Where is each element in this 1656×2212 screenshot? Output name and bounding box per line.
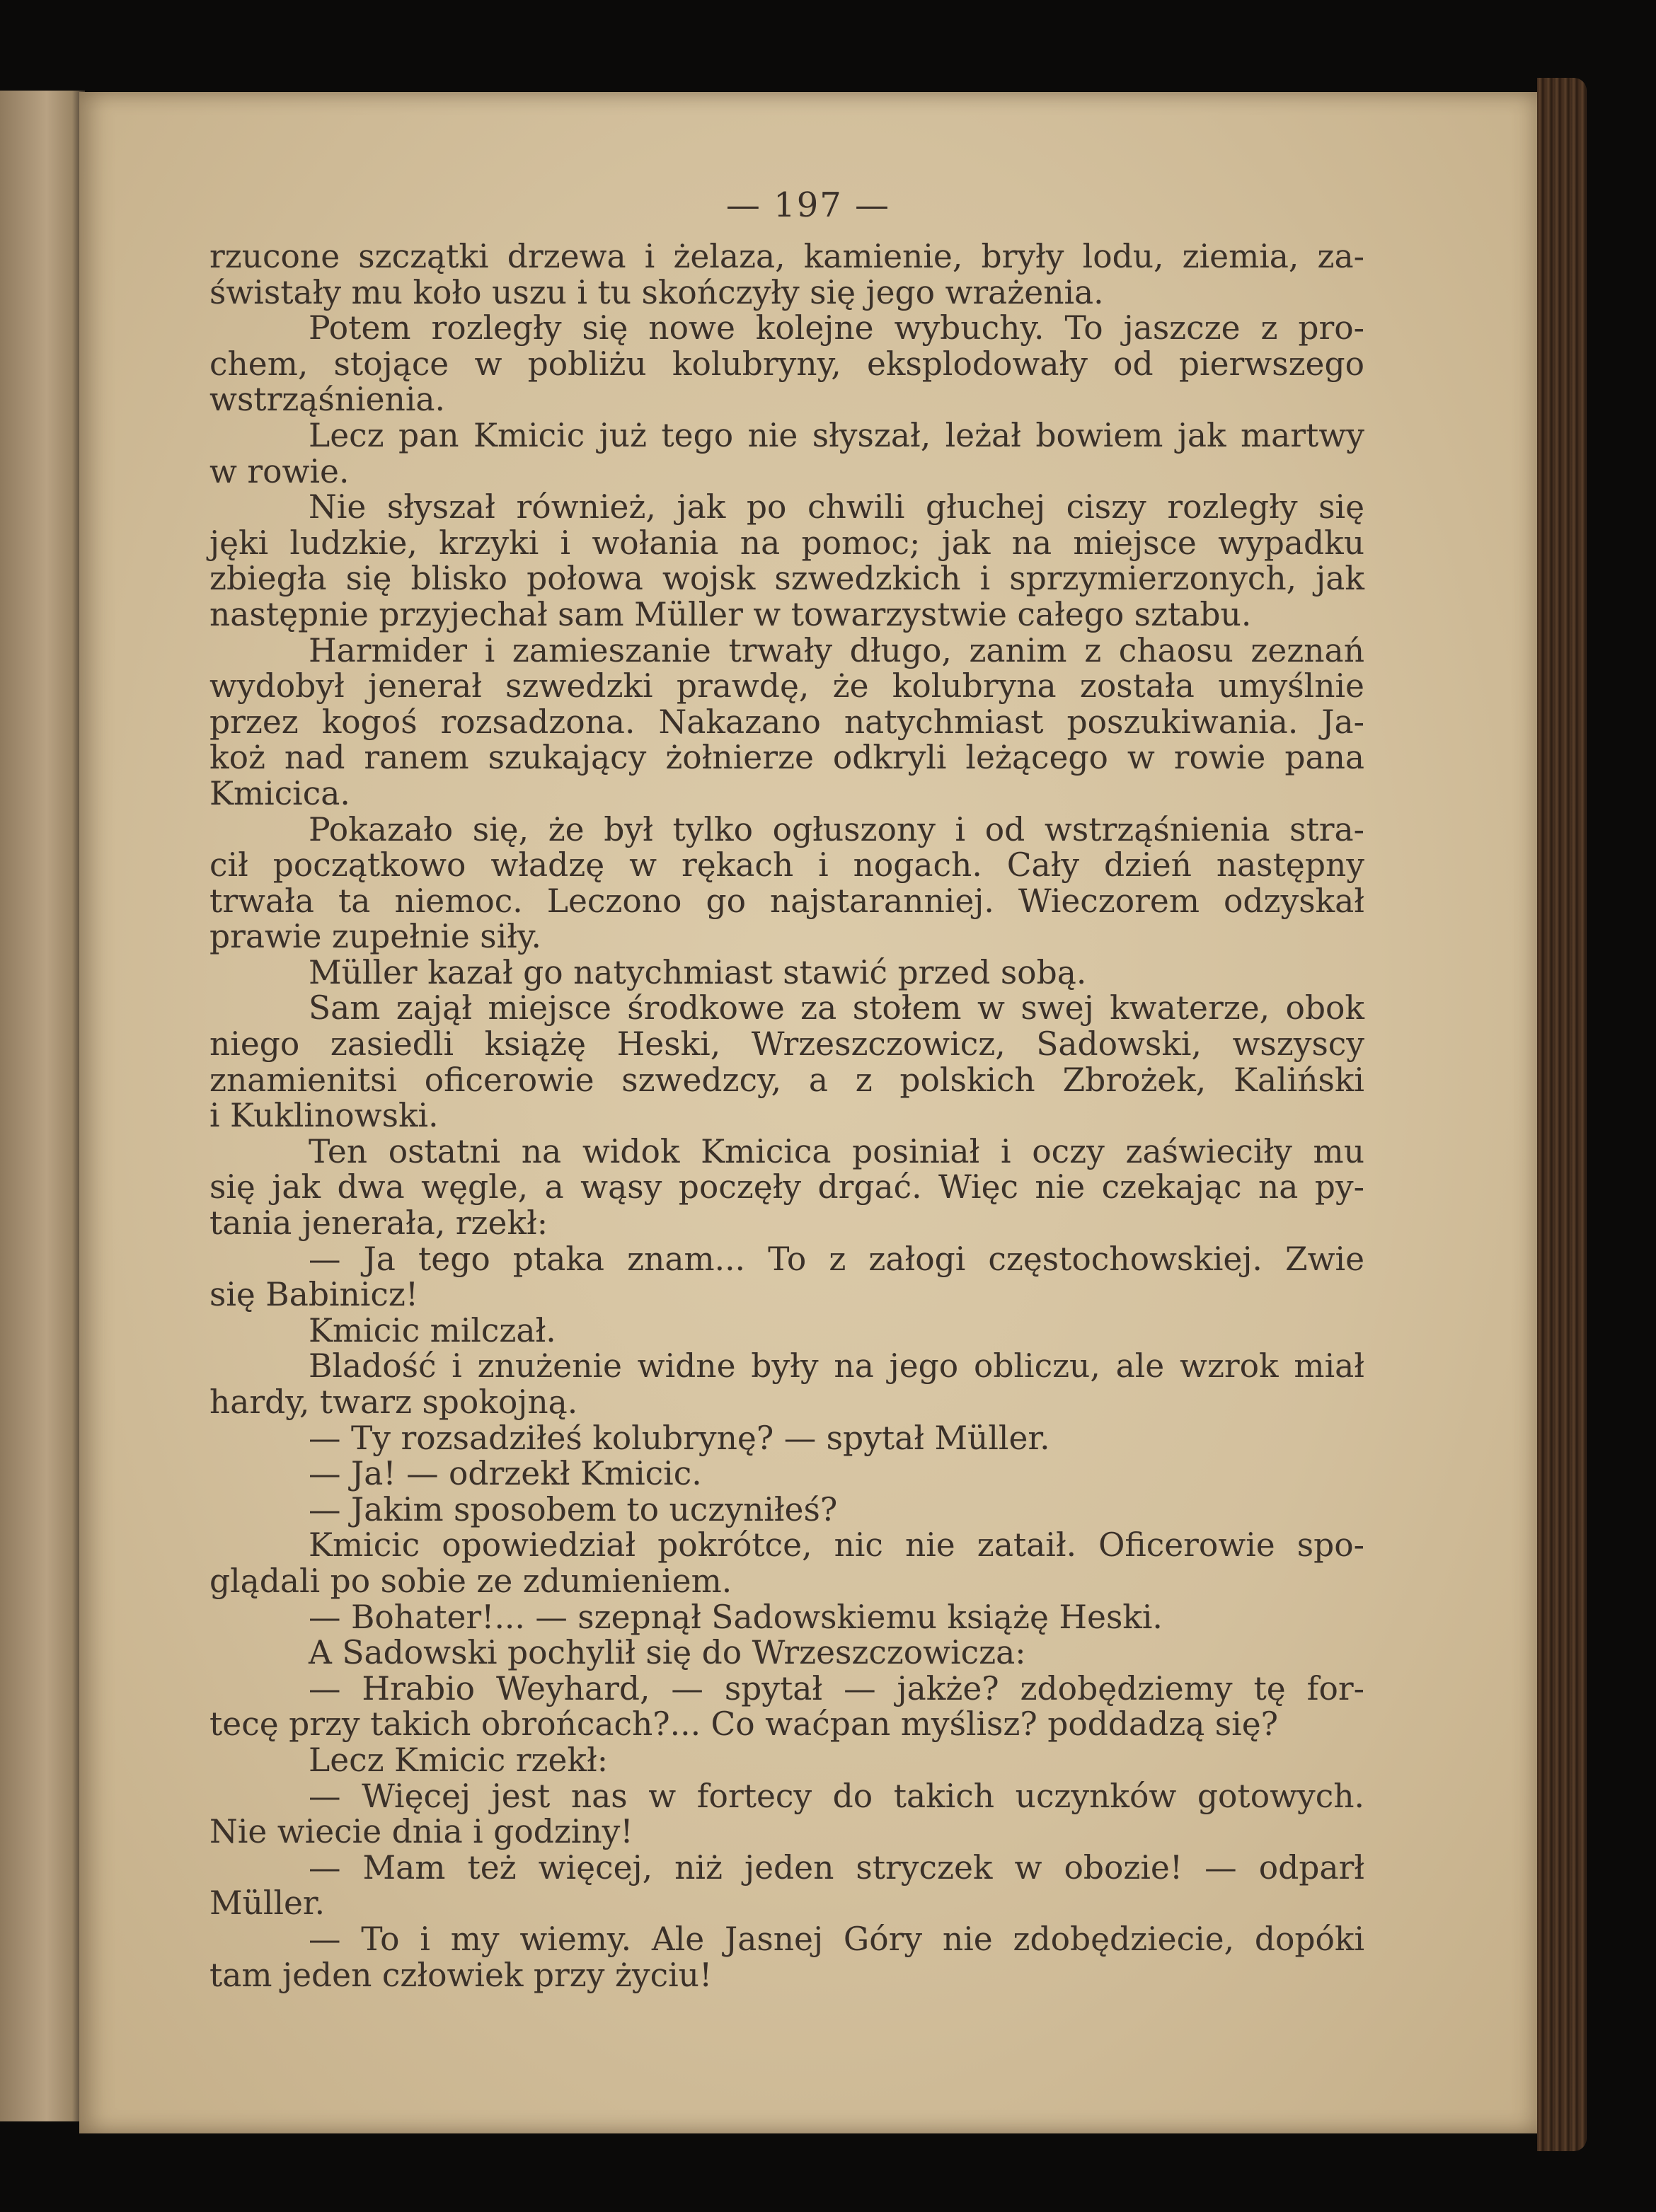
- text-line: Müller kazał go natychmiast stawić przed sobą.: [309, 953, 1087, 991]
- text-line: Nie wiecie dnia i godziny!: [209, 1813, 633, 1851]
- text-line: wstrząśnienia.: [209, 381, 446, 419]
- text-line: — Ja tego ptaka znam... To z załogi częstochowskiej. Zwie: [309, 1240, 1364, 1278]
- text-line: tecę przy takich obrońcach?... Co waćpan myślisz? poddadzą się?: [209, 1705, 1279, 1744]
- text-line: glądali po sobie ze zdumieniem.: [209, 1562, 732, 1600]
- text-line: — To i my wiemy. Ale Jasnej Góry nie zdobędziecie, dopóki: [309, 1920, 1364, 1958]
- text-line: jęki ludzkie, krzyki i wołania na pomoc; jak na miejsce wypadku: [209, 524, 1364, 562]
- text-line: tania jenerała, rzekł:: [209, 1204, 548, 1243]
- book-spine-edge: [1537, 78, 1587, 2151]
- text-line: Lecz Kmicic rzekł:: [309, 1741, 609, 1779]
- text-line: trwała ta niemoc. Leczono go najstaranniej. Wieczorem odzyskał: [209, 882, 1364, 920]
- text-line: Kmicica.: [209, 774, 350, 812]
- previous-page-edge: [0, 91, 85, 2121]
- text-line: w rowie.: [209, 452, 350, 490]
- text-line: hardy, twarz spokojną.: [209, 1383, 578, 1421]
- text-line: Harmider i zamieszanie trwały długo, zanim z chaosu zeznań: [309, 631, 1364, 669]
- page-text: [209, 239, 1364, 1993]
- text-line: — Hrabio Weyhard, — spytał — jakże? zdobędziemy tę for-: [309, 1669, 1364, 1707]
- text-line: następnie przyjechał sam Müller w towarzystwie całego sztabu.: [209, 595, 1252, 633]
- text-line: chem, stojące w pobliżu kolubryny, eksplodowały od pierwszego: [209, 345, 1364, 383]
- text-line: zbiegła się blisko połowa wojsk szwedzkich i sprzymierzonych, jak: [209, 560, 1364, 598]
- text-line: Müller.: [209, 1884, 326, 1923]
- text-line: Ten ostatni na widok Kmicica posiniał i oczy zaświeciły mu: [309, 1132, 1364, 1170]
- text-line: koż nad ranem szukający żołnierze odkryli leżącego w rowie pana: [209, 739, 1364, 777]
- text-line: Kmicic milczał.: [309, 1311, 556, 1349]
- text-line: Nie słyszał również, jak po chwili głuchej ciszy rozległy się: [309, 488, 1364, 526]
- text-line: niego zasiedli książę Heski, Wrzeszczowicz, Sadowski, wszyscy: [209, 1025, 1364, 1064]
- text-line: Kmicic opowiedział pokrótce, nic nie zataił. Oficerowie spo-: [309, 1526, 1364, 1565]
- text-line: Bladość i znużenie widne były na jego obliczu, ale wzrok miał: [309, 1347, 1364, 1386]
- text-line: się Babinicz!: [209, 1276, 419, 1314]
- text-line: tam jeden człowiek przy życiu!: [209, 1956, 713, 1994]
- text-line: prawie zupełnie siły.: [209, 918, 541, 956]
- text-line: — Jakim sposobem to uczyniłeś?: [309, 1490, 838, 1528]
- page-number: — 197 —: [725, 185, 891, 225]
- text-line: świstały mu koło uszu i tu skończyły się jego wrażenia.: [209, 273, 1104, 311]
- text-line: — Ja! — odrzekł Kmicic.: [309, 1455, 702, 1493]
- text-line: Sam zajął miejsce środkowe za stołem w swej kwaterze, obok: [309, 989, 1364, 1027]
- text-line: cił początkowo władzę w rękach i nogach. Cały dzień następny: [209, 846, 1364, 885]
- text-line: — Ty rozsadziłeś kolubrynę? — spytał Müller.: [309, 1419, 1050, 1457]
- text-line: Pokazało się, że był tylko ogłuszony i od wstrząśnienia stra-: [309, 810, 1364, 848]
- text-line: rzucone szczątki drzewa i żelaza, kamienie, bryły lodu, ziemia, za-: [209, 238, 1364, 275]
- text-line: się jak dwa węgle, a wąsy poczęły drgać. Więc nie czekając na py-: [209, 1168, 1364, 1206]
- text-line: — Więcej jest nas w fortecy do takich uczynków gotowych.: [309, 1777, 1364, 1815]
- text-line: wydobył jenerał szwedzki prawdę, że kolubryna została umyślnie: [209, 667, 1364, 705]
- text-line: i Kuklinowski.: [209, 1097, 439, 1135]
- text-line: A Sadowski pochylił się do Wrzeszczowicza:: [309, 1634, 1026, 1672]
- text-line: Potem rozległy się nowe kolejne wybuchy. To jaszcze z pro-: [309, 309, 1364, 347]
- text-line: Lecz pan Kmicic już tego nie słyszał, leżał bowiem jak martwy: [309, 416, 1364, 454]
- text-line: przez kogoś rozsadzona. Nakazano natychmiast poszukiwania. Ja-: [209, 703, 1364, 741]
- text-line: — Bohater!... — szepnął Sadowskiemu książę Heski.: [309, 1598, 1163, 1636]
- text-line: — Mam też więcej, niż jeden stryczek w obozie! — odparł: [309, 1848, 1364, 1886]
- book-page: [79, 92, 1537, 2133]
- text-line: znamienitsi oficerowie szwedzcy, a z polskich Zbrożek, Kaliński: [209, 1061, 1364, 1099]
